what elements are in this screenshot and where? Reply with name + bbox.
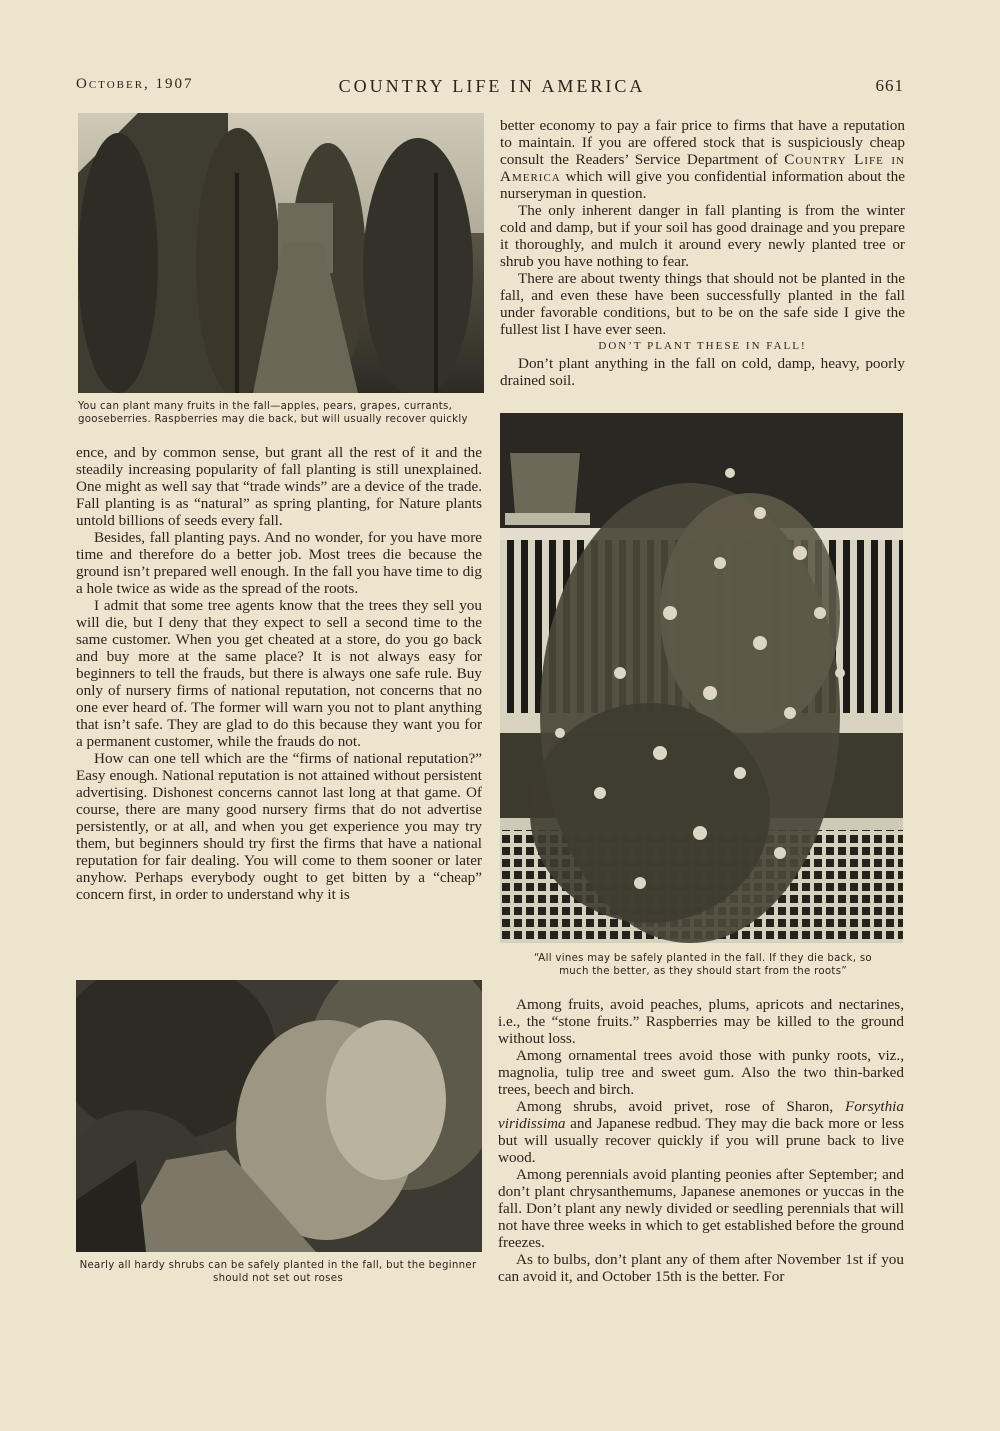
right-paragraph-2: The only inherent danger in fall planting is from the winter cold and damp, but if your soil has good drainage and you prepare it thoroughly, and mulch it around every newly planted tree or shrub you have nothing to fear.	[500, 202, 905, 270]
right-paragraph-7: Among shrubs, avoid privet, rose of Sharon, Forsythia viridissima and Japanese redbud. They may die back more or less but will usually recover quickly if you will prune back to live wood.	[498, 1098, 904, 1166]
right-paragraph-1: better economy to pay a fair price to firms that have a reputation to maintain. If you are offered stock that is suspiciously cheap consult the Readers’ Service Department of Country Life in America which will give you confidential information about the nurseryman in question.	[500, 117, 905, 202]
clematis-vine-photo	[500, 413, 903, 943]
left-paragraph-2: Besides, fall planting pays. And no wonder, for you have more time and therefore do a better job. Most trees die because the ground isn’t prepared well enough. In the fall you have time to dig a hole twice as wide as the spread of the roots.	[76, 529, 482, 597]
section-heading: DON’T PLANT THESE IN FALL!	[598, 340, 807, 352]
right-paragraph-4: Don’t plant anything in the fall on cold, damp, heavy, poorly drained soil.	[500, 355, 905, 389]
issue-date: October, 1907	[76, 76, 194, 92]
clematis-vine-caption: “All vines may be safely planted in the fall. If they die back, so much the better, as they should start from the roots”	[534, 953, 872, 977]
left-paragraph-1: ence, and by common sense, but grant all the rest of it and the steadily increasing popularity of fall planting is still unexplained. One might as well say that “trade winds” are a device of the trade. Fall planting is as “natural” as spring planting, for Nature plants untold billions of seeds every fall.	[76, 444, 482, 529]
magazine-title: COUNTRY LIFE IN AMERICA	[338, 76, 646, 96]
left-paragraph-3: I admit that some tree agents know that the trees they sell you will die, but I deny that they expect to sell a second time to the same customer. When you get cheated at a store, do you go back and buy more at the same place? It is not always easy for beginners to tell the frauds, but there is always one safe rule. Buy only of nursery firms of national reputation, not concerns that no one ever heard of. The former will warn you not to plant anything that isn’t safe. They are glad to do this because they want you for a permanent customer, while the frauds do not.	[76, 597, 482, 750]
right-paragraph-6: Among ornamental trees avoid those with punky roots, viz., magnolia, tulip tree and sweet gum. Also the two thin-barked trees, beech and birch.	[498, 1047, 904, 1098]
forsythia-name: Forsythia viridissima	[498, 1098, 904, 1132]
left-paragraph-4: How can one tell which are the “firms of national reputation?” Easy enough. National reputation is not attained without persistent advertising. Dishonest concerns cannot last long at that game. Of course, there are many good nursery firms that do not advertise persistently, or at all, and when you get experience you may try them, but beginners should try first the firms that have a national reputation for fair dealing. You will come to them sooner or later anyhow. Perhaps everybody ought to get bitten by a “cheap” concern first, in order to understand why it is	[76, 750, 482, 903]
hardy-shrubs-photo	[76, 980, 482, 1252]
right-paragraph-5: Among fruits, avoid peaches, plums, apricots and nectarines, i.e., the “stone fruits.” Raspberries may be killed to the ground without loss.	[498, 996, 904, 1047]
magazine-name-inline: Country Life in America	[500, 151, 905, 185]
fruit-orchard-caption: You can plant many fruits in the fall—apples, pears, grapes, currants, gooseberries. Raspberries may die back, but will usually recover quickly	[78, 401, 468, 425]
right-paragraph-8: Among perennials avoid planting peonies after September; and don’t plant chrysanthemums, Japanese anemones or yuccas in the fall. Don’t plant any newly divided or seedling perennials that will not have three weeks in which to get established before the ground freezes.	[498, 1166, 904, 1251]
right-column-text-top	[500, 117, 905, 389]
fruit-orchard-photo	[78, 113, 484, 393]
left-column-text	[76, 444, 482, 903]
page-number: 661	[875, 76, 904, 95]
hardy-shrubs-caption: Nearly all hardy shrubs can be safely planted in the fall, but the beginner should not set out roses	[79, 1260, 477, 1284]
right-paragraph-9: As to bulbs, don’t plant any of them after November 1st if you can avoid it, and October 15th is the better. For	[498, 1251, 904, 1285]
right-column-text-bottom	[498, 996, 904, 1285]
right-paragraph-3: There are about twenty things that should not be planted in the fall, and even these have been successfully planted in the fall under favorable conditions, but to be on the safe side I give the fullest list I have ever seen.	[500, 270, 905, 338]
